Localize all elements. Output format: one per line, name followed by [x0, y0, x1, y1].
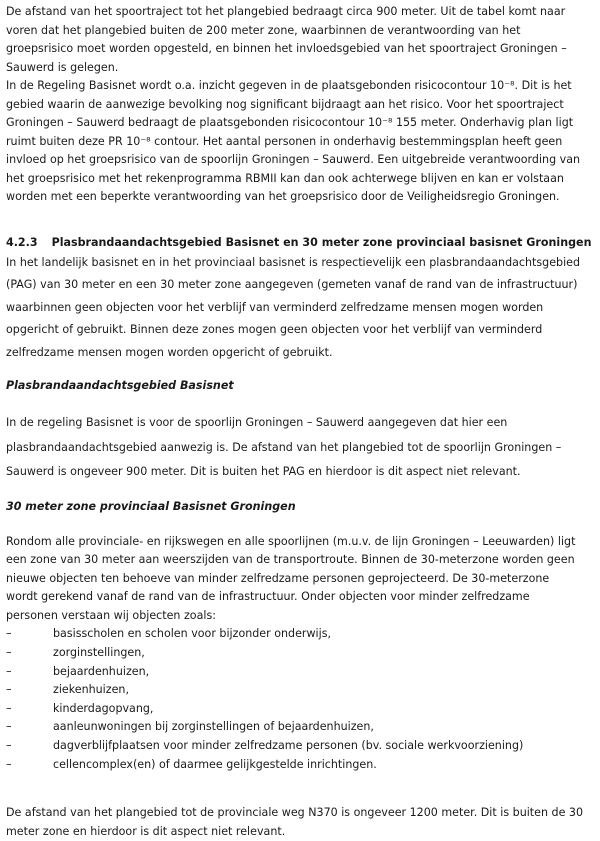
paragraph-spoortraject	[6, 3, 592, 207]
list-item	[6, 756, 592, 775]
list-item	[6, 663, 592, 682]
spacer	[6, 774, 592, 804]
list-item	[6, 737, 592, 756]
text-line: wordt gerekend vanaf de rand van de infrastructuur. Onder objecten voor minder zelfredzame	[6, 590, 530, 604]
list-item	[6, 644, 592, 663]
list-dash: –	[6, 627, 12, 641]
text-line: plasbrandaandachtsgebied aanwezig is. De afstand van het plangebied tot de spoorlijn Groningen –	[6, 440, 562, 454]
list-item-text: bejaardenhuizen,	[53, 664, 150, 678]
list-dash: –	[6, 646, 12, 660]
list-dash: –	[6, 739, 12, 753]
list-dash: –	[6, 664, 12, 678]
text-line: een zone van 30 meter aan weerszijden van de transportroute. Binnen de 30-meterzone worden geen	[6, 553, 575, 567]
text-line: groepsrisico moet worden opgesteld, en binnen het invloedsgebied van het spoortraject Groningen –	[6, 42, 567, 55]
text-line: De afstand van het spoortraject tot het plangebied bedraagt circa 900 meter. Uit de tabel komt naar	[6, 5, 566, 18]
list-item	[6, 700, 592, 719]
list-dash: –	[6, 701, 12, 715]
list-item-text: aanleunwoningen bij zorginstellingen of bejaardenhuizen,	[53, 720, 374, 734]
list-item-text: ziekenhuizen,	[53, 683, 129, 697]
list-item-text: dagverblijfplaatsen voor minder zelfredzame personen (bv. sociale werkvoorziening)	[53, 739, 524, 753]
list-dash: –	[6, 683, 12, 697]
spacer	[6, 364, 592, 377]
text-line: het groepsrisico met het rekenprogramma RBMII kan dan ook achterwege blijven en kan er volstaan	[6, 171, 564, 185]
list-item	[6, 625, 592, 644]
text-line: In het landelijk basisnet en in het provinciaal basisnet is respectievelijk een plasbrandaandachtsgebied	[6, 255, 581, 269]
list-item-text: kinderdagopvang,	[53, 701, 154, 715]
list-item	[6, 718, 592, 737]
list-dash: –	[6, 720, 12, 734]
subheading-plasbrand: Plasbrandaandachtsgebied Basisnet	[6, 379, 234, 393]
section-title: Plasbrandaandachtsgebied Basisnet en 30 meter zone provinciaal basisnet Groningen	[51, 235, 592, 249]
text-line: Rondom alle provinciale- en rijkswegen en alle spoorlijnen (m.u.v. de lijn Groningen – Leeuwarden) ligt	[6, 534, 576, 548]
text-line: invloed op het groepsrisico van de spoorlijn Groningen – Sauwerd. Een uitgebreide verantwoording van	[6, 153, 581, 166]
text-line: Sauwerd is ongeveer 900 meter. Dit is buiten het PAG en hierdoor is dit aspect niet relevant.	[6, 465, 521, 479]
list-item	[6, 681, 592, 700]
list-item-text: cellencomplex(en) of daarmee gelijkgestelde inrichtingen.	[53, 757, 377, 771]
section-number: 4.2.3	[6, 235, 38, 249]
text-line: De afstand van het plangebied tot de provinciale weg N370 is ongeveer 1200 meter. Dit is buiten de 30	[6, 806, 584, 820]
text-line: meter zone en hierdoor is dit aspect niet relevant.	[6, 824, 286, 838]
paragraph-n370	[6, 804, 592, 841]
text-line: (PAG) van 30 meter en een 30 meter zone aangegeven (gemeten vanaf de rand van de infrastructuur)	[6, 278, 578, 292]
text-line: Sauwerd is gelegen.	[6, 60, 119, 74]
text-line: Groningen – Sauwerd bedraagt de plaatsgebonden risicocontour 10⁻⁸ 155 meter. Onderhavig plan ligt	[6, 116, 574, 129]
object-list	[6, 625, 592, 774]
spacer	[6, 516, 592, 533]
spacer	[6, 485, 592, 498]
text-line: zelfredzame mensen mogen worden opgericht of gebruikt.	[6, 345, 333, 359]
text-line: waarbinnen geen objecten voor het verblijf van verminderd zelfredzame mensen mogen worden	[6, 300, 544, 314]
text-line: personen verstaan wij objecten zoals:	[6, 608, 216, 622]
text-line: In de Regeling Basisnet wordt o.a. inzicht gegeven in de plaatsgebonden risicocontour 10⁻⁸. Dit is het	[6, 79, 572, 92]
paragraph-pag-intro	[6, 252, 592, 365]
section-heading	[6, 234, 592, 252]
paragraph-30-meter-zone	[6, 533, 592, 626]
text-line: opgericht of gebruikt. Binnen deze zones mogen geen objecten voor het verblijf van verminderd	[6, 323, 543, 337]
text-line: worden met een beperkte verantwoording van het groepsrisico door de Veiligheidsregio Groningen.	[6, 190, 560, 203]
text-line: ruimt buiten deze PR 10⁻⁸ contour. Het aantal personen in onderhavig bestemmingsplan heeft geen	[6, 134, 563, 148]
spacer	[6, 395, 592, 411]
list-item-text: basisscholen en scholen voor bijzonder onderwijs,	[53, 627, 332, 641]
text-line: In de regeling Basisnet is voor de spoorlijn Groningen – Sauwerd aangegeven dat hier een	[6, 416, 508, 430]
text-line: voren dat het plangebied buiten de 200 meter zone, waarbinnen de verantwoording van het	[6, 23, 521, 37]
text-line: nieuwe objecten ten behoeve van minder zelfredzame personen geprojecteerd. De 30-meterzone	[6, 571, 550, 585]
spacer	[6, 207, 592, 234]
text-line: gebied waarin de aanwezige bevolking nog significant bijdraagt aan het risico. Voor het spoortraject	[6, 97, 564, 111]
subheading-30-meter-zone: 30 meter zone provinciaal Basisnet Groningen	[6, 499, 296, 513]
list-item-text: zorginstellingen,	[53, 646, 145, 660]
list-dash: –	[6, 757, 12, 771]
paragraph-plasbrand	[6, 411, 592, 485]
